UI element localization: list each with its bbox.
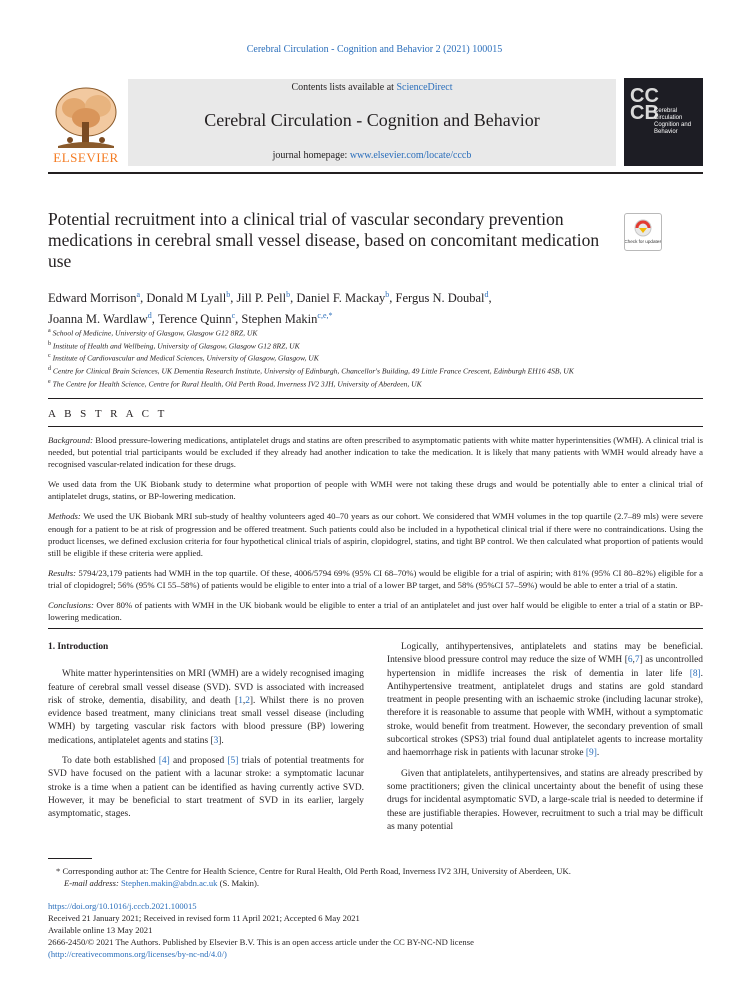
check-for-updates-icon (625, 214, 661, 250)
intro-paragraph-1: White matter hyperintensities on MRI (WMH) are a widely recognised imaging feature of cerebral small vessel disease (SVD). SVD is associated with increased risk of stroke, dementia, disability, and death [1,2]. Whilst there is no proven evidence based treatment, many clinicians treat small vessel disease (including WMH) by targeting vascular risk factors with blood pressure (BP) lowering medications, antiplatelet agents and statins [3]. (48, 669, 364, 746)
citation-link[interactable]: 3 (213, 735, 219, 746)
abstract-top-rule (48, 398, 703, 399)
cover-monogram: CC CB (630, 85, 659, 124)
contents-prefix: Contents lists available at (291, 82, 397, 93)
abstract-aim: We used data from the UK Biobank study to determine what proportion of people with WMH were not taking these drugs and would be potentially able to enter a clinical trial of antiplatelet drugs, statins, or BP-lowering medication. (48, 479, 703, 502)
abstract-results: Results: 5794/23,179 patients had WMH in the top quartile. Of these, 4006/5794 69% (95% CI 68–70%) would be eligible for a trial of aspirin; with 81% (95% CI 80–82%) eligible for a trial of clopidogrel; 56% (95% CI 55–58%) of patients would be eligible to enter into a trial of a lower BP target, and 58% (95%CI 57–59%) would be able to enter a trial of a statin. (48, 567, 703, 590)
corresponding-author-footnote (48, 865, 703, 889)
article-frontmatter (48, 900, 703, 960)
affiliation: $^e$ The Centre for Health Science, Centre for Rural Health, Old Perth Road, Inverness IV2 3JH, University of Aberdeen, UK (48, 378, 422, 389)
email-suffix: (S. Makin). (217, 878, 259, 888)
elsevier-wordmark: ELSEVIER (53, 150, 119, 165)
author[interactable]: Joanna M. Wardlaw$^d$ (48, 311, 152, 327)
citation-link[interactable]: [4] (158, 756, 170, 767)
doi-link[interactable]: https://doi.org/10.1016/j.cccb.2021.100015 (48, 901, 197, 911)
sciencedirect-link[interactable]: ScienceDirect (396, 82, 453, 93)
intro-paragraph-2: To date both established [4] and proposed [5] trials of potential treatments for SVD have focused on the patient with a lacunar stroke: a symptomatic lacunar stroke is a time when a patient can be identified as having currently active SVD. However, it may be beneficial to start treatment of SVD in its earlier, largely asymptomatic, stages. (48, 756, 365, 820)
journal-title: Cerebral Circulation - Cognition and Behavior (204, 110, 540, 130)
journal-homepage (128, 150, 616, 161)
intro-paragraph-4: Given that antiplatelets, antihypertensives, and statins are already prescribed by some practitioners; given the clinical uncertainty about the benefit of using these drugs for incidental asymptomatic SVD, a large-scale trial is needed to determine if these are justifiable therapies. However, recruitment to such a trial may be difficult as many potential (387, 768, 703, 832)
email-label: E-mail address: (64, 878, 119, 888)
corresponding-author-text: Corresponding author at: The Centre for Health Science, Centre for Rural Health, Old Perth Road, Inverness IV2 3JH, University of Aberdeen, UK. (62, 866, 571, 876)
intro-paragraph-3: Logically, antihypertensives, antiplatelets and statins may be beneficial. Intensive blood pressure control may reduce the size of WMH [6,7] as uncontrolled hypertension in midlife increases the risk of dementia in later life [8]. Antihypertensive treatment, antiplatelet drugs and statins are gold standard treatment in people presenting with an ischaemic stroke (including lacunar stroke), therefore it is reasonable to assume that people with WMH, without a symptomatic stroke, would benefit from treatment. However, the secondary prevention of small subcortical strokes (SPS3) trial found dual antiplatelet agents to increase mortality and haemorrhage risk in patients with lacunar stroke [9]. (387, 642, 703, 759)
citation-link[interactable]: [9] (585, 748, 597, 759)
affiliation: $^a$ School of Medicine, University of Glasgow, Glasgow G12 8RZ, UK (48, 328, 258, 338)
cover-journal-name: Cerebral Circulation Cognition and Behavior (654, 108, 692, 135)
abstract-methods: Methods: We used the UK Biobank MRI sub-study of healthy volunteers aged 40–70 years as our cohort. We considered that WMH volumes in the top quartile (2.7–89 mls) were severe enough for a patient to be at risk of progression and be offered treatment. Such patients could also be included in a hypothetical clinical trial if there were no contraindications. Using the product licenses, we defined exclusion criteria for four hypothetical clinical trials of aspirin, clopidogrel, statins, and tight BP control. We then calculated what proportion of patients would still be eligible if these criteria were applied. (48, 511, 703, 558)
author[interactable]: Daniel F. Mackay$^b$ (296, 290, 390, 306)
citation-link[interactable]: 2 (245, 695, 250, 706)
body-left-column (48, 641, 364, 829)
author-list: Edward Morrison$^a$, Donald M Lyall$^b$, Jill P. Pell$^b$, Daniel F. Mackay$^b$, Fergus N. Doubal$^d$, Joanna M. Wardlaw$^d$, Terence Quinn$^c$, Stephen Makin$^{c,e,*}$ (48, 290, 492, 327)
available-online: Available online 13 May 2021 (48, 925, 153, 935)
abstract-body (48, 434, 703, 631)
homepage-link[interactable]: www.elsevier.com/locate/cccb (349, 150, 472, 161)
check-updates-label: Check for updates (625, 239, 661, 244)
running-head[interactable]: Cerebral Circulation - Cognition and Behavior 2 (2021) 100015 (246, 44, 503, 55)
citation-link[interactable]: [8] (689, 668, 701, 679)
footnote-rule (48, 858, 92, 859)
journal-cover-thumbnail[interactable] (624, 78, 703, 166)
author[interactable]: Fergus N. Doubal$^d$ (395, 290, 489, 306)
author[interactable]: Jill P. Pell$^b$ (236, 290, 291, 306)
header-rule (48, 172, 703, 174)
abstract-heading-rule (48, 426, 703, 427)
section-heading-introduction: 1. Introduction (48, 642, 109, 652)
abstract-conclusions: Conclusions: Over 80% of patients with WMH in the UK biobank would be eligible to enter a trial of an antiplatelet and just over half would be eligible to enter a trial of a statin or BP-lowering medication. (48, 600, 703, 623)
citation-link[interactable]: 6 (627, 655, 633, 666)
author[interactable]: Stephen Makin$^{c,e,*}$ (241, 311, 333, 327)
author[interactable]: Edward Morrison$^a$ (48, 290, 141, 306)
copyright-notice: 2666-2450/© 2021 The Authors. Published by Elsevier B.V. This is an open access article under the CC BY-NC-ND license (48, 937, 474, 947)
received-dates: Received 21 January 2021; Received in revised form 11 April 2021; Accepted 6 May 2021 (48, 913, 360, 923)
license-link[interactable]: (http://creativecommons.org/licenses/by-nc-nd/4.0/) (48, 949, 227, 959)
citation-link[interactable]: [5] (227, 756, 239, 767)
footnote-marker: * (56, 866, 61, 876)
abstract-bottom-rule (48, 628, 703, 629)
abstract-background: Background: Blood pressure-lowering medications, antiplatelet drugs and statins are often prescribed to asymptomatic patients with white matter hyperintensities (WMH). A clinical trial is needed, but potential trial participants would be excluded if they already had another indication to take the medication. It is likely that many patients with WMH would already have a recognised vascular-related indication for these drugs. (48, 435, 704, 470)
citation-link[interactable]: 7 (634, 655, 640, 666)
email-link[interactable]: Stephen.makin@abdn.ac.uk (120, 878, 218, 888)
affiliation: $^d$ Centre for Clinical Brain Sciences, UK Dementia Research Institute, University of Edinburgh, Chancellor's Building, 49 Little France Crescent, Edinburgh EH16 4SB, UK (48, 366, 574, 376)
body-right-column (387, 641, 703, 841)
contents-line (128, 82, 616, 93)
author[interactable]: Terence Quinn$^c$ (157, 311, 236, 327)
abstract-heading: A B S T R A C T (48, 408, 168, 420)
check-for-updates-badge[interactable] (624, 213, 662, 251)
homepage-prefix: journal homepage: (272, 150, 350, 161)
article-title: Potential recruitment into a clinical trial of vascular secondary prevention medications in cerebral small vessel disease, based on concomitant medication use (48, 209, 600, 271)
author[interactable]: Donald M Lyall$^b$ (146, 290, 231, 306)
affiliation: $^c$ Institute of Cardiovascular and Medical Sciences, University of Glasgow, Glasgow, UK (48, 353, 319, 363)
affiliation-list (48, 326, 708, 390)
affiliation: $^b$ Institute of Health and Wellbeing, University of Glasgow, Glasgow G12 8RZ, UK (48, 340, 300, 351)
citation-link[interactable]: 1 (238, 695, 243, 706)
